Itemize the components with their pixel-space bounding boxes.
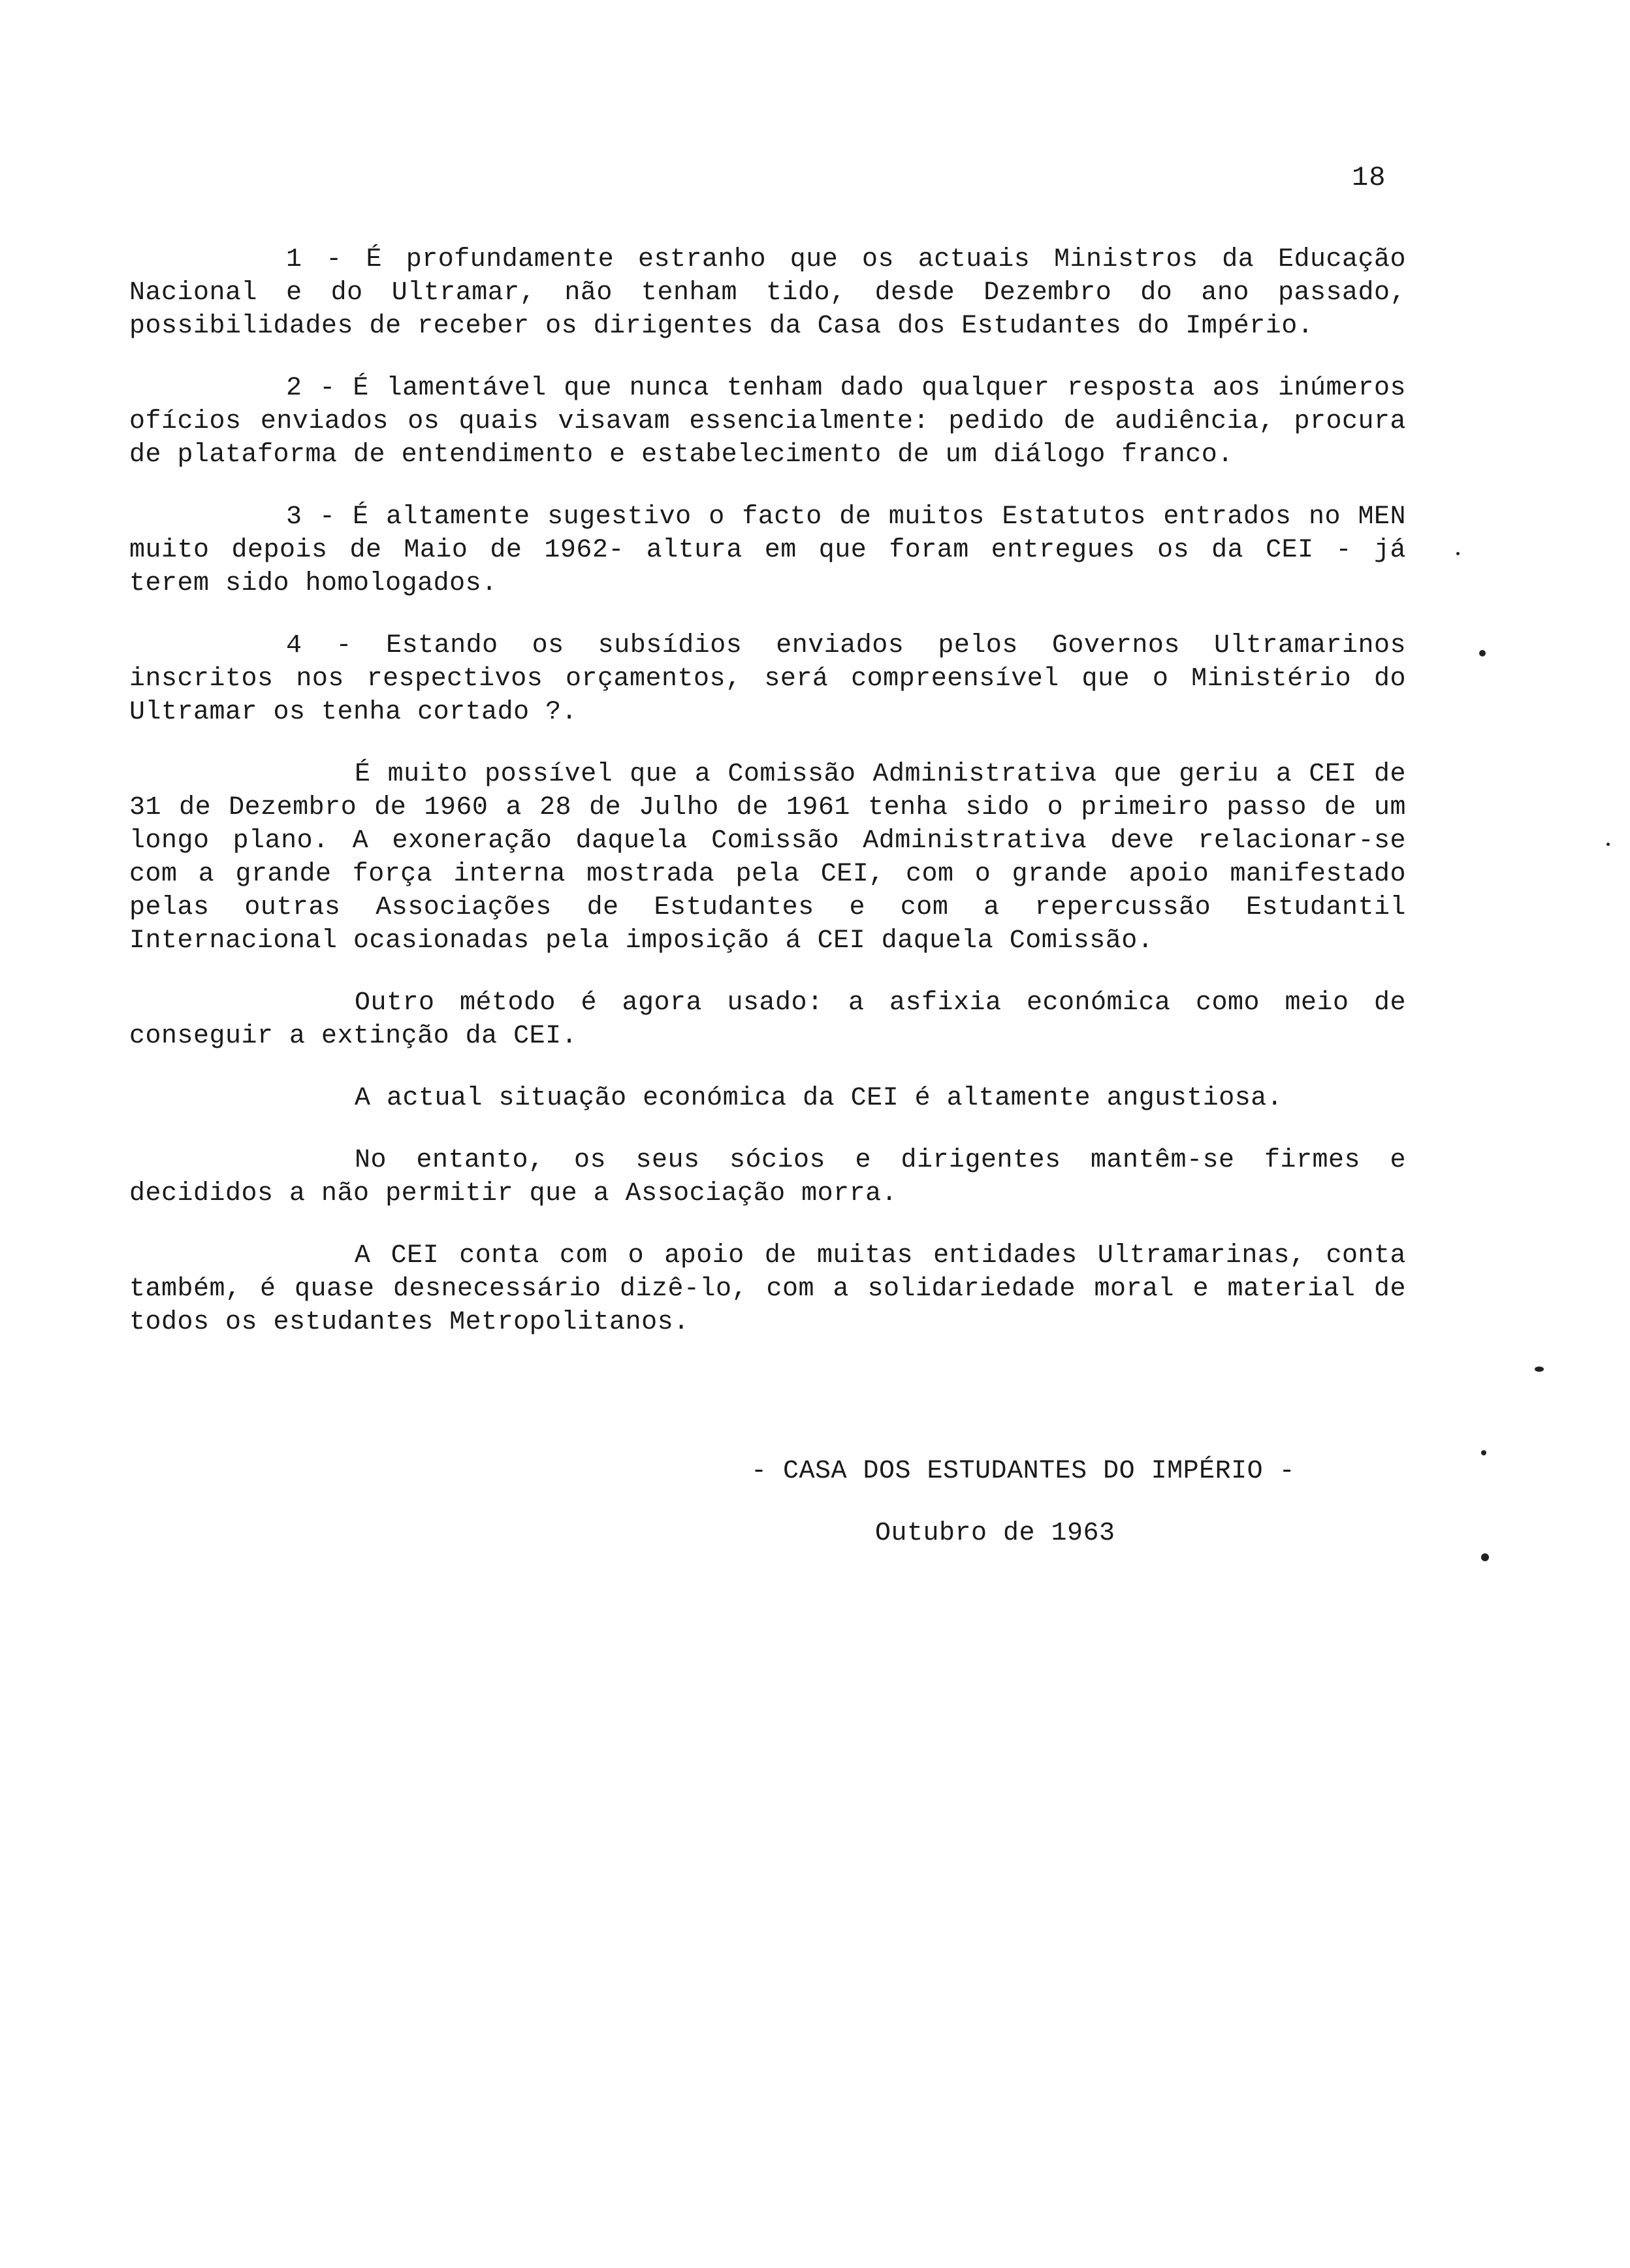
date-line: Outubro de 1963: [875, 1519, 1115, 1548]
scan-speck: [1606, 843, 1610, 846]
paragraph-6: [129, 986, 1406, 1053]
scan-speck: [1479, 650, 1486, 656]
paragraph-3: [129, 500, 1406, 600]
paragraph-1: [129, 243, 1406, 343]
scan-speck: [1535, 1367, 1544, 1372]
paragraph-3-text: 3 - É altamente sugestivo o facto de muitos Estatutos entrados no MEN muito depois de Maio de 1962- altura em que foram entregues os da CEI - já terem sido homologados.: [129, 502, 1406, 598]
paragraph-2: [129, 372, 1406, 472]
paragraph-8: [129, 1144, 1406, 1210]
paragraph-8-text: No entanto, os seus sócios e dirigentes mantêm-se firmes e decididos a não permitir que a Associação morra.: [129, 1146, 1406, 1208]
paragraph-9: [129, 1239, 1406, 1339]
paragraph-4: [129, 629, 1406, 729]
paragraph-2-text: 2 - É lamentável que nunca tenham dado qualquer resposta aos inúmeros ofícios enviados os quais visavam essencialmente: pedido de audiência, procura de plataforma de entendimento e estabelecimento de um diálogo franco.: [129, 374, 1406, 470]
paragraph-5-text: É muito possível que a Comissão Administrativa que geriu a CEI de 31 de Dezembro de 1960 a 28 de Julho de 1961 tenha sido o primeiro passo de um longo plano. A exoneração daquela Comissão Administrativa deve relacionar-se com a grande força interna mostrada pela CEI, com o grande apoio manifestado pelas outras Associações de Estudantes e com a repercussão Estudantil Internacional ocasionadas pela imposição á CEI daquela Comissão.: [129, 760, 1406, 956]
scan-speck: [1481, 1450, 1486, 1455]
paragraph-7-text: A actual situação económica da CEI é altamente angustiosa.: [355, 1084, 1283, 1113]
paragraph-6-text: Outro método é agora usado: a asfixia económica como meio de conseguir a extinção da CEI.: [129, 988, 1406, 1051]
paragraph-4-text: 4 - Estando os subsídios enviados pelos Governos Ultramarinos inscritos nos respectivos orçamentos, será compreensível que o Ministério do Ultramar os tenha cortado ?.: [129, 631, 1406, 727]
paragraph-9-text: A CEI conta com o apoio de muitas entidades Ultramarinas, conta também, é quase desnecessário dizê-lo, com a solidariedade moral e material de todos os estudantes Metropolitanos.: [129, 1241, 1406, 1337]
scan-speck: [1456, 552, 1460, 555]
paragraph-1-text: 1 - É profundamente estranho que os actuais Ministros da Educação Nacional e do Ultramar, não tenham tido, desde Dezembro do ano passado, possibilidades de receber os dirigentes da Casa dos Estudantes do Império.: [129, 245, 1406, 341]
scan-speck: [1481, 1553, 1489, 1561]
paragraph-5: [129, 758, 1406, 958]
paragraph-7: [129, 1082, 1406, 1115]
document-body: [129, 243, 1406, 1368]
page-number: 18: [1352, 162, 1386, 193]
signature-line: - CASA DOS ESTUDANTES DO IMPÉRIO -: [751, 1457, 1296, 1486]
